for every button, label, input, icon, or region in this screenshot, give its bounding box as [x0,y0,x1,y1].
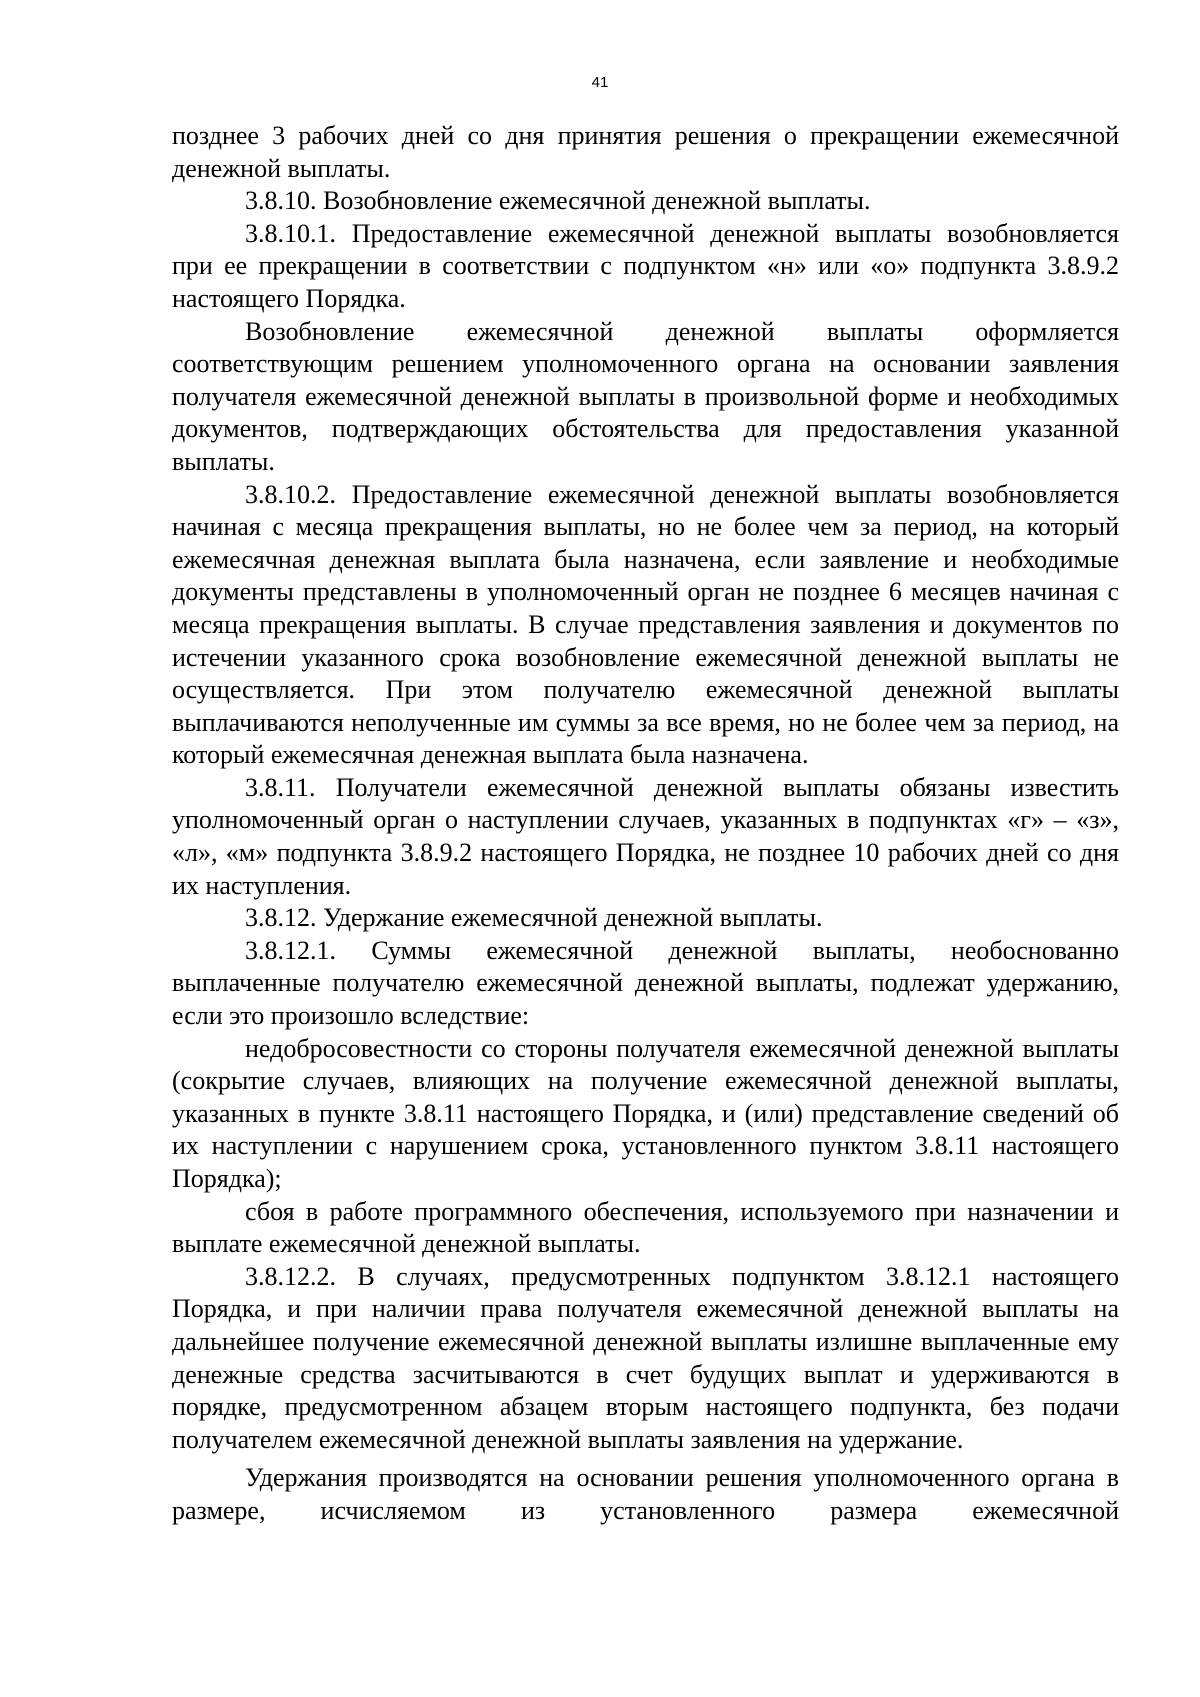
paragraph-3-8-10-heading: 3.8.10. Возобновление ежемесячной денежной выплаты. [245,186,871,216]
paragraph-renewal-registration: Возобновление ежемесячной денежной выплаты оформляется соответствующим решением уполномоченного органа на основании заявления получателя ежемесячной денежной выплаты в произвольной форме и необходимых документов, подтверждающих обстоятельства для предоставления указанной выплаты. [172,316,1119,476]
paragraph-continuation: позднее 3 рабочих дней со дня принятия решения о прекращении ежемесячной денежной выплаты. [172,121,1119,183]
paragraph-3-8-10-2: 3.8.10.2. Предоставление ежемесячной денежной выплаты возобновляется начиная с месяца прекращения выплаты, но не более чем за период, на который ежемесячная денежная выплата была назначена, если заявление и необходимые документы представлены в уполномоченный орган не позднее 6 месяцев начиная с месяца прекращения выплаты. В случае представления заявления и документов по истечении указанного срока возобновление ежемесячной денежной выплаты не осуществляется. При этом получателю ежемесячной денежной выплаты выплачиваются неполученные им суммы за все время, но не более чем за период, на который ежемесячная денежная выплата была назначена. [172,479,1119,770]
paragraph-3-8-11: 3.8.11. Получатели ежемесячной денежной выплаты обязаны известить уполномоченный орган о наступлении случаев, указанных в подпунктах «г» – «з», «л», «м» подпункта 3.8.9.2 настоящего Порядка, не позднее 10 рабочих дней со дня их наступления. [172,772,1119,900]
paragraph-3-8-12-heading: 3.8.12. Удержание ежемесячной денежной выплаты. [245,903,823,933]
page-number: 41 [591,74,609,91]
document-body [172,120,1119,1528]
paragraph-bad-faith: недобросовестности со стороны получателя ежемесячной денежной выплаты (сокрытие случаев, влияющих на получение ежемесячной денежной выплаты, указанных в пункте 3.8.11 настоящего Порядка, и (или) представление сведений об их наступлении с нарушением срока, установленного пунктом 3.8.11 настоящего Порядка); [172,1033,1119,1193]
paragraph-3-8-12-2: 3.8.12.2. В случаях, предусмотренных подпунктом 3.8.12.1 настоящего Порядка, и при наличии права получателя ежемесячной денежной выплаты на дальнейшее получение ежемесячной денежной выплаты излишне выплаченные ему денежные средства засчитываются в счет будущих выплат и удерживаются в порядке, предусмотренном абзацем вторым настоящего подпункта, без подачи получателем ежемесячной денежной выплаты заявления на удержание. [172,1261,1119,1454]
paragraph-3-8-12-1: 3.8.12.1. Суммы ежемесячной денежной выплаты, необоснованно выплаченные получателю ежемесячной денежной выплаты, подлежат удержанию, если это произошло вследствие: [172,935,1119,1031]
paragraph-software-failure: сбоя в работе программного обеспечения, используемого при назначении и выплате ежемесячной денежной выплаты. [172,1196,1119,1259]
paragraph-3-8-10-1: 3.8.10.1. Предоставление ежемесячной денежной выплаты возобновляется при ее прекращении в соответствии с подпунктом «н» или «о» подпункта 3.8.9.2 настоящего Порядка. [172,218,1119,313]
paragraph-deductions: Удержания производятся на основании решения уполномоченного органа в размере, исчисляемом из установленного размера ежемесячной [172,1463,1119,1525]
